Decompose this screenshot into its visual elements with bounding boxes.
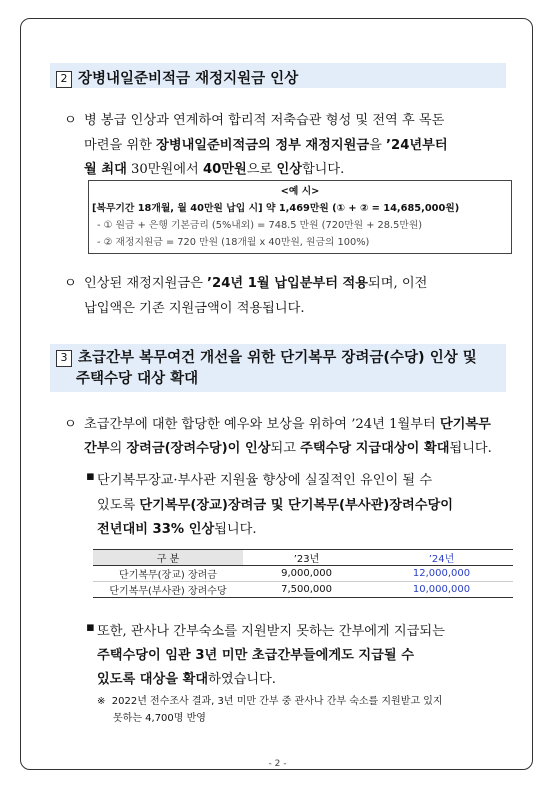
bold-span: ’24년부터 [386, 138, 448, 153]
table-row [93, 582, 513, 598]
bullet-circle: ㅇ [64, 276, 77, 291]
text-line: 병 봉급 인상과 연계하여 합리적 저축습관 형성 및 전역 후 목돈 [84, 113, 445, 128]
text-line: 주택수당이 임관 3년 미만 초급간부들에게도 지급될 수 [97, 648, 414, 663]
table-cell: 단기복무(부사관) 장려수당 [109, 586, 227, 597]
bold-span: 단기복무(장교)장려금 및 단기복무(부사관)장려수당이 [139, 498, 453, 513]
text-span: 하였습니다. [208, 672, 276, 687]
page-number: - 2 - [268, 759, 287, 769]
text-span: 되고 [270, 441, 301, 456]
text-line [97, 668, 276, 687]
text-span: 합니다. [301, 162, 345, 177]
text-span: 30만원에서 [126, 162, 203, 177]
bold-span: 인상 [276, 162, 302, 177]
text-line [84, 413, 491, 432]
example-title: <예 시> [280, 186, 320, 197]
section-3-number: 3 [56, 350, 72, 367]
table-header: ’23년 [243, 550, 370, 566]
table-cell: 단기복무(장교) 장려금 [119, 570, 217, 581]
text-span: 으로 [246, 162, 277, 177]
example-line: [복무기간 18개월, 월 40만원 납입 시] 약 1,469만원 (① + ② = 14,685,000원) [92, 203, 460, 214]
table-cell: 9,000,000 [281, 568, 332, 579]
bold-span: 40만원 [202, 162, 247, 177]
text-span: 인상된 재정지원금은 [84, 276, 208, 291]
text-line [97, 518, 257, 537]
bullet-square: ▪ [86, 469, 95, 484]
text-span: 마련을 위한 [84, 138, 157, 153]
bold-span: 있도록 대상을 확대 [97, 672, 209, 687]
table-header-row [93, 550, 513, 566]
bullet-square: ▪ [86, 620, 95, 635]
example-box [88, 180, 512, 254]
footnote [97, 693, 443, 727]
stipend-table [93, 549, 513, 598]
note-text: 2022년 전수조사 결과, 3년 미만 간부 중 관사나 간부 숙소를 지원받고 있지 [111, 696, 443, 707]
text-line [84, 272, 427, 291]
bold-span: ’24년 1월 납입분부터 적용 [207, 276, 369, 291]
table-header: ’24년 [370, 550, 513, 566]
bold-span: 장려금(장려수당)이 인상 [126, 441, 271, 456]
text-span: 의 [109, 441, 127, 456]
text-line [84, 437, 492, 456]
bold-span: 간부 [84, 441, 110, 456]
table-cell: 7,500,000 [281, 584, 332, 595]
bold-span: 주택수당 지급대상이 확대 [300, 441, 450, 456]
text-line [84, 134, 448, 153]
bold-span: 전년대비 33% 인상 [97, 522, 215, 537]
text-line: 납입액은 기존 지원금액이 적용됩니다. [84, 301, 305, 316]
text-span: 됩니다. [214, 522, 257, 537]
example-line: - ② 재정지원금 = 720 만원 (18개월 x 40만원, 원금의 100%) [97, 237, 370, 248]
bold-span: 장병내일준비적금의 정부 재정지원금 [156, 138, 370, 153]
text-line: 또한, 관사나 간부숙소를 지원받지 못하는 간부에게 지급되는 [97, 624, 445, 639]
note-mark: ※ [97, 696, 106, 707]
section-3-title: 초급간부 복무여건 개선을 위한 단기복무 장려금(수당) 인상 및 [78, 350, 477, 366]
text-line [97, 494, 453, 513]
text-span: 있도록 [97, 498, 140, 513]
table-row [93, 566, 513, 582]
example-line: - ① 원금 + 은행 기본금리 (5%내외) = 748.5 만원 (720만원 + 28.5만원) [97, 220, 423, 231]
section-3-header [50, 344, 506, 392]
section-2-title: 장병내일준비적금 재정지원금 인상 [78, 71, 299, 87]
note-text: 못하는 4,700명 반영 [113, 713, 206, 724]
text-span: 초급간부에 대한 합당한 예우와 보상을 위하여 ’24년 1월부터 [84, 417, 440, 432]
section-2-header [50, 63, 506, 88]
table-header: 구 분 [93, 550, 243, 566]
bold-span: 월 최대 [84, 162, 127, 177]
text-line: 단기복무장교·부사관 지원율 향상에 실질적인 유인이 될 수 [97, 473, 433, 488]
text-line [84, 158, 344, 177]
text-span: 되며, 이전 [368, 276, 428, 291]
bullet-circle: ㅇ [64, 417, 77, 432]
text-span: 을 [369, 138, 387, 153]
bullet-circle: ㅇ [64, 113, 77, 128]
section-3-title-cont: 주택수당 대상 확대 [76, 371, 199, 387]
section-2-number: 2 [56, 71, 72, 88]
text-span: 됩니다. [449, 441, 492, 456]
table-cell: 12,000,000 [412, 568, 471, 579]
table-cell: 10,000,000 [412, 584, 471, 595]
bold-span: 단기복무 [439, 417, 491, 432]
